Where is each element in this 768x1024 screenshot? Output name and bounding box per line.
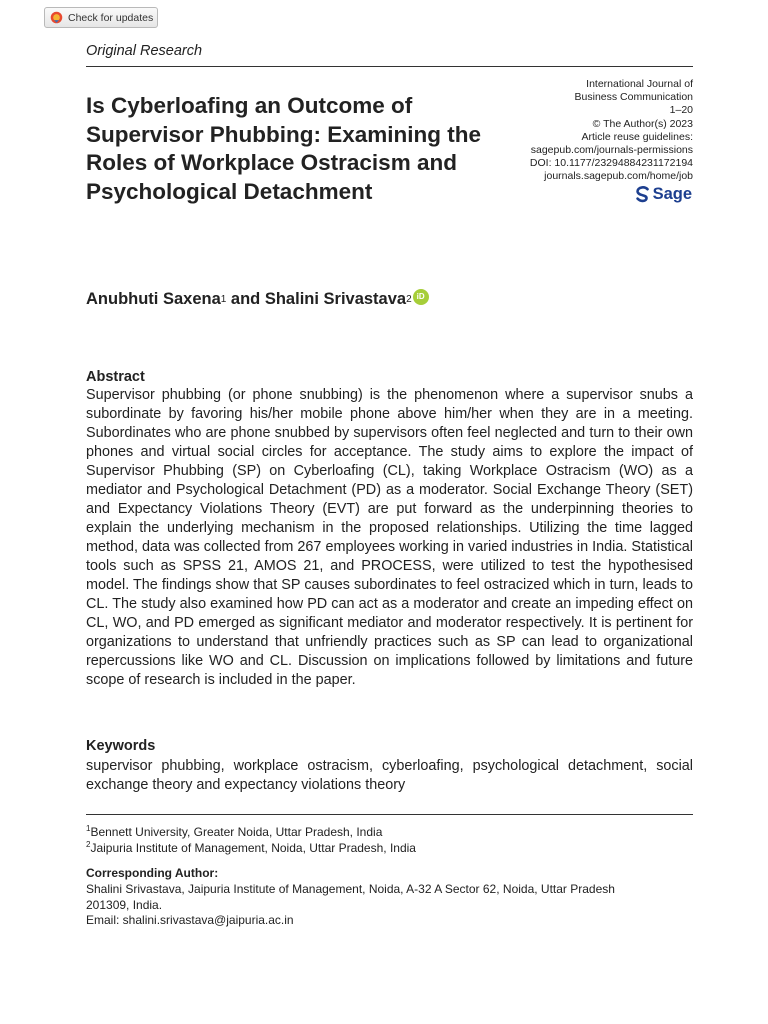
affiliation-1-text: Bennett University, Greater Noida, Uttar Pradesh, India bbox=[90, 825, 383, 839]
author-1-name: Anubhuti Saxena bbox=[86, 290, 221, 308]
corresponding-email[interactable]: Email: shalini.srivastava@jaipuria.ac.in bbox=[86, 913, 294, 927]
affiliation-1-mark: 1 bbox=[86, 824, 91, 833]
orcid-icon[interactable]: iD bbox=[413, 289, 429, 305]
journal-home-link[interactable]: journals.sagepub.com/home/job bbox=[544, 170, 693, 183]
keywords-text: supervisor phubbing, workplace ostracism, cyberloafing, psychological detachment, social exchange theory and expectancy violations theory bbox=[86, 758, 693, 793]
top-divider bbox=[86, 66, 693, 67]
keywords-heading: Keywords bbox=[86, 738, 156, 754]
author-2-name: Shalini Srivastava bbox=[264, 290, 407, 308]
affiliation-2-text: Jaipuria Institute of Management, Noida, Uttar Pradesh, India bbox=[90, 841, 416, 855]
section-label: Original Research bbox=[86, 43, 203, 59]
affiliation-1 bbox=[86, 824, 416, 840]
article-title: Is Cyberloafing an Outcome of Supervisor Phubbing: Examining the Roles of Workplace Ostracism and Psychological Detachment bbox=[86, 93, 482, 204]
author-list: Anubhuti Saxena 1 and Shalini Srivastava 2 iD bbox=[86, 290, 429, 309]
journal-info bbox=[473, 78, 693, 184]
corresponding-author-details bbox=[86, 882, 676, 929]
copyright: © The Author(s) 2023 bbox=[592, 117, 693, 130]
doi[interactable]: DOI: 10.1177/23294884231172194 bbox=[529, 157, 693, 170]
publisher-name: Sage bbox=[652, 185, 692, 203]
page-range: 1–20 bbox=[669, 104, 693, 117]
reuse-guidelines-label: Article reuse guidelines: bbox=[581, 130, 693, 143]
footnote-divider bbox=[86, 814, 693, 815]
permissions-link[interactable]: sagepub.com/journals-permissions bbox=[530, 144, 693, 157]
affiliations bbox=[86, 824, 416, 856]
check-for-updates-label: Check for updates bbox=[68, 11, 154, 24]
update-ribbon-icon bbox=[50, 11, 63, 24]
corresponding-address-line-2: 201309, India. bbox=[86, 897, 163, 912]
abstract-text: Supervisor phubbing (or phone snubbing) is the phenomenon where a supervisor snubs a subordinate by favoring his/her mobile phone above him/her when they are in a meeting. Subordinates who are phone snubbed by supervisors often feel neglected and turn to their own phones and virtual social circles for acceptance. The study aims to explore the impact of Supervisor Phubbing (SP) on Cyberloafing (CL), taking Workplace Ostracism (WO) as a mediator and Psychological Detachment (PD) as a moderator. Social Exchange Theory (SET) and Expectancy Violations Theory (EVT) are put forward as the underpinning theories to explain the underlying mechanism in the proposed relationships. Utilizing the time lagged method, data was collected from 267 employees working in varied industries in India. Statistical tools such as SPSS 21, AMOS 21, and PROCESS, were utilized to test the hypothesised model. The findings show that SP causes subordinates to feel ostracized which in turn, leads to CL. The study also examined how PD can act as a moderator and create an impeding effect on CL, WO, and PD emerged as significant mediator and moderator respectively. It is pertinent for organizations to understand that unfriendly practices such as SP can lead to organizational repercussions like WO and CL. Discussion on implications followed by limitations and future scope of research is included in the paper. bbox=[86, 387, 693, 688]
abstract-heading: Abstract bbox=[86, 369, 145, 385]
author-conjunction: and bbox=[226, 290, 265, 308]
check-for-updates-button[interactable] bbox=[44, 7, 158, 28]
corresponding-address-line-1: Shalini Srivastava, Jaipuria Institute of Management, Noida, A-32 A Sector 62, Noida, Uttar Pradesh bbox=[86, 882, 615, 896]
publisher-logo[interactable] bbox=[635, 185, 692, 204]
affiliation-2 bbox=[86, 840, 416, 856]
journal-name-line-2: Business Communication bbox=[574, 91, 693, 104]
corresponding-author-heading: Corresponding Author: bbox=[86, 866, 219, 880]
sage-s-icon bbox=[635, 186, 650, 204]
affiliation-2-mark: 2 bbox=[86, 840, 91, 849]
journal-name-line-1: International Journal of bbox=[586, 78, 693, 90]
